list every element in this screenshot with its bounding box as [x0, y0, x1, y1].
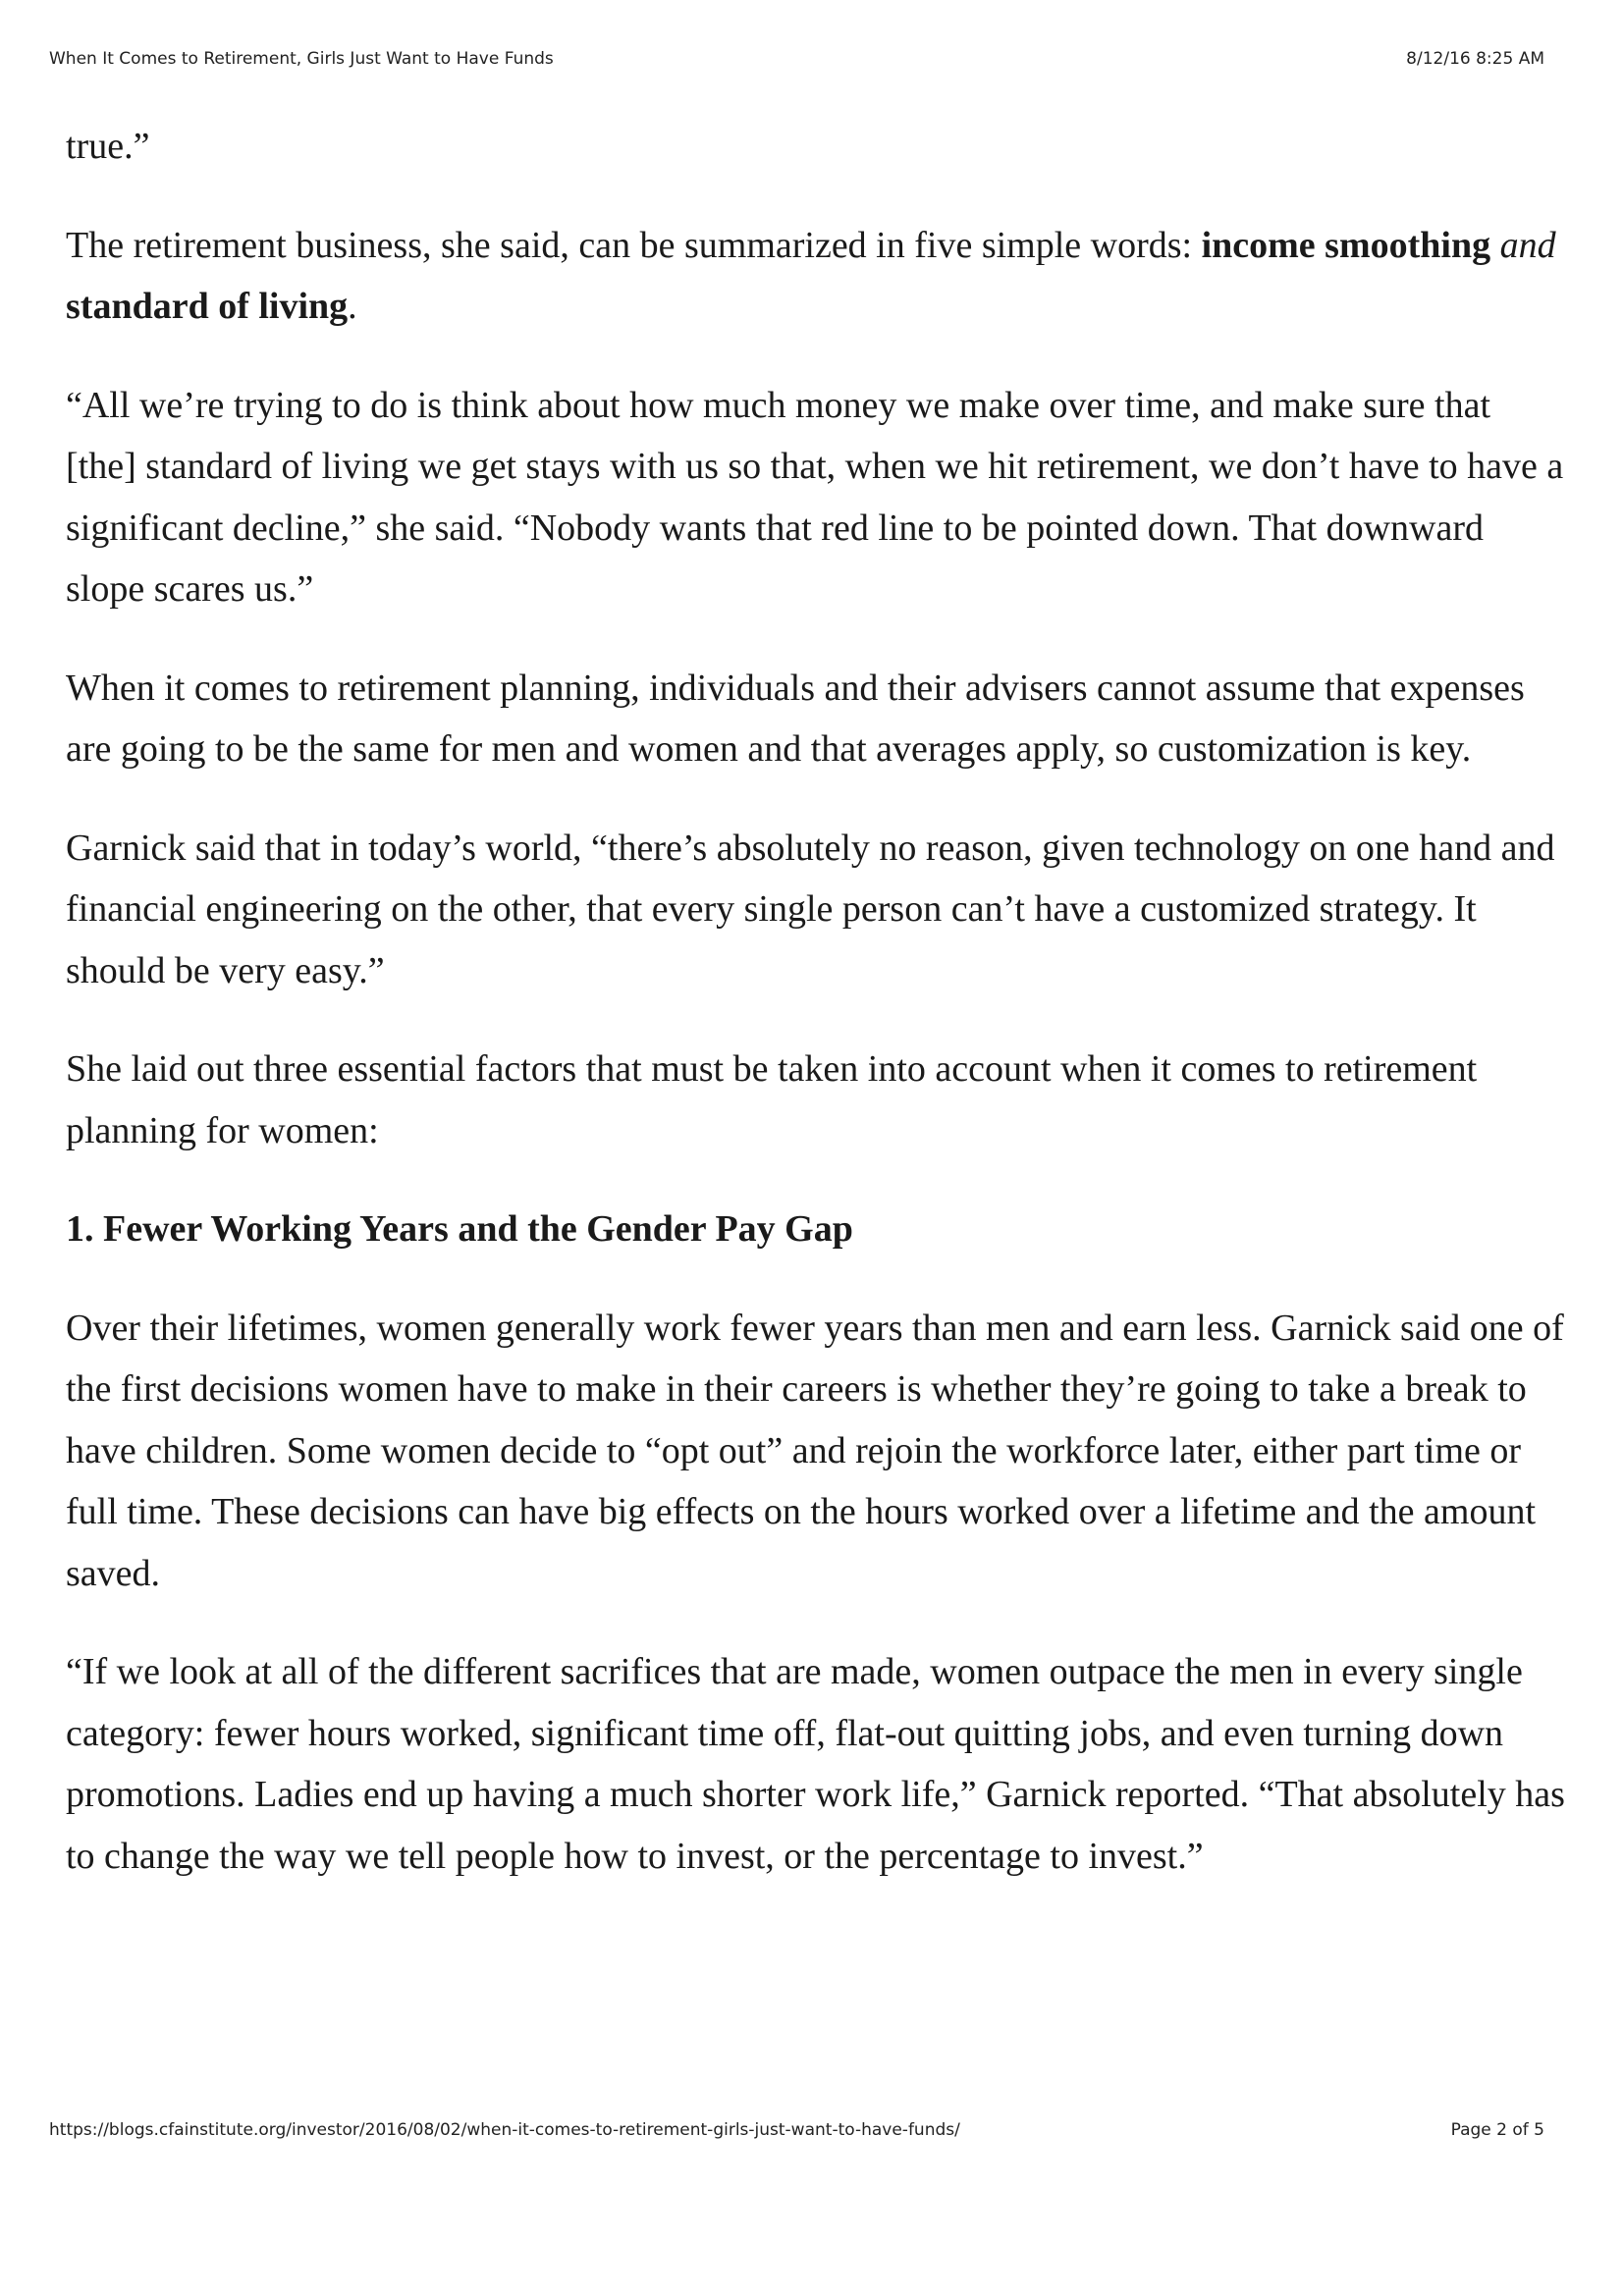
paragraph-quote-standard-of-living: “All we’re trying to do is think about how much money we make over time, and make sure that [the] standard of living we get stays with us so that, when we hit retirement, we don’t have to have a significant decline,” she said. “Nobody wants that red line to be pointed down. That downward slope scares us.” [66, 384, 1564, 610]
page-title: When It Comes to Retirement, Girls Just Want to Have Funds [49, 49, 554, 69]
paragraph-customization: When it comes to retirement planning, individuals and their advisers cannot assume that expenses are going to be the same for men and women and that averages apply, so customization is key. [66, 667, 1525, 770]
text-run [1490, 225, 1500, 266]
article-body [66, 116, 1568, 1924]
bold-phrase-income-smoothing: income smoothing [1201, 224, 1491, 266]
paragraph-five-words [66, 215, 1568, 338]
paragraph-sacrifices-quote: “If we look at all of the different sacrifices that are made, women outpace the men in every single category: fewer hours worked, significant time off, flat-out quitting jobs, and even turning down promotions. Ladies end up having a much shorter work life,” Garnick reported. “That absolutely has to change the way we tell people how to invest, or the percentage to invest.” [66, 1651, 1565, 1877]
print-footer [49, 2120, 1574, 2144]
paragraph-working-years: Over their lifetimes, women generally work fewer years than men and earn less. Garnick said one of the first decisions women have to make in their careers is whether they’re going to take a break to have children. Some women decide to “opt out” and rejoin the workforce later, either part time or full time. These decisions can have big effects on the hours worked over a lifetime and the amount saved. [66, 1307, 1564, 1594]
source-url: https://blogs.cfainstitute.org/investor/2016/08/02/when-it-comes-to-retirement-girls-just-want-to-have-funds/ [49, 2120, 960, 2140]
text-run: The retirement business, she said, can be summarized in five simple words: [66, 224, 1202, 266]
text-run: . [348, 286, 357, 327]
paragraph-customized-strategy: Garnick said that in today’s world, “there’s absolutely no reason, given technology on one hand and financial engineering on the other, that every single person can’t have a customized strategy. It should be very easy.” [66, 827, 1555, 991]
print-timestamp: 8/12/16 8:25 AM [1406, 49, 1544, 69]
print-header [49, 49, 1574, 73]
paragraph-continuation: true.” [66, 126, 150, 167]
section-heading: 1. Fewer Working Years and the Gender Pay Gap [66, 1208, 853, 1250]
page-number: Page 2 of 5 [1450, 2120, 1544, 2140]
italic-word-and: and [1499, 224, 1556, 266]
paragraph-three-factors: She laid out three essential factors that must be taken into account when it comes to retirement planning for women: [66, 1048, 1478, 1151]
bold-phrase-standard-of-living: standard of living [66, 286, 349, 327]
